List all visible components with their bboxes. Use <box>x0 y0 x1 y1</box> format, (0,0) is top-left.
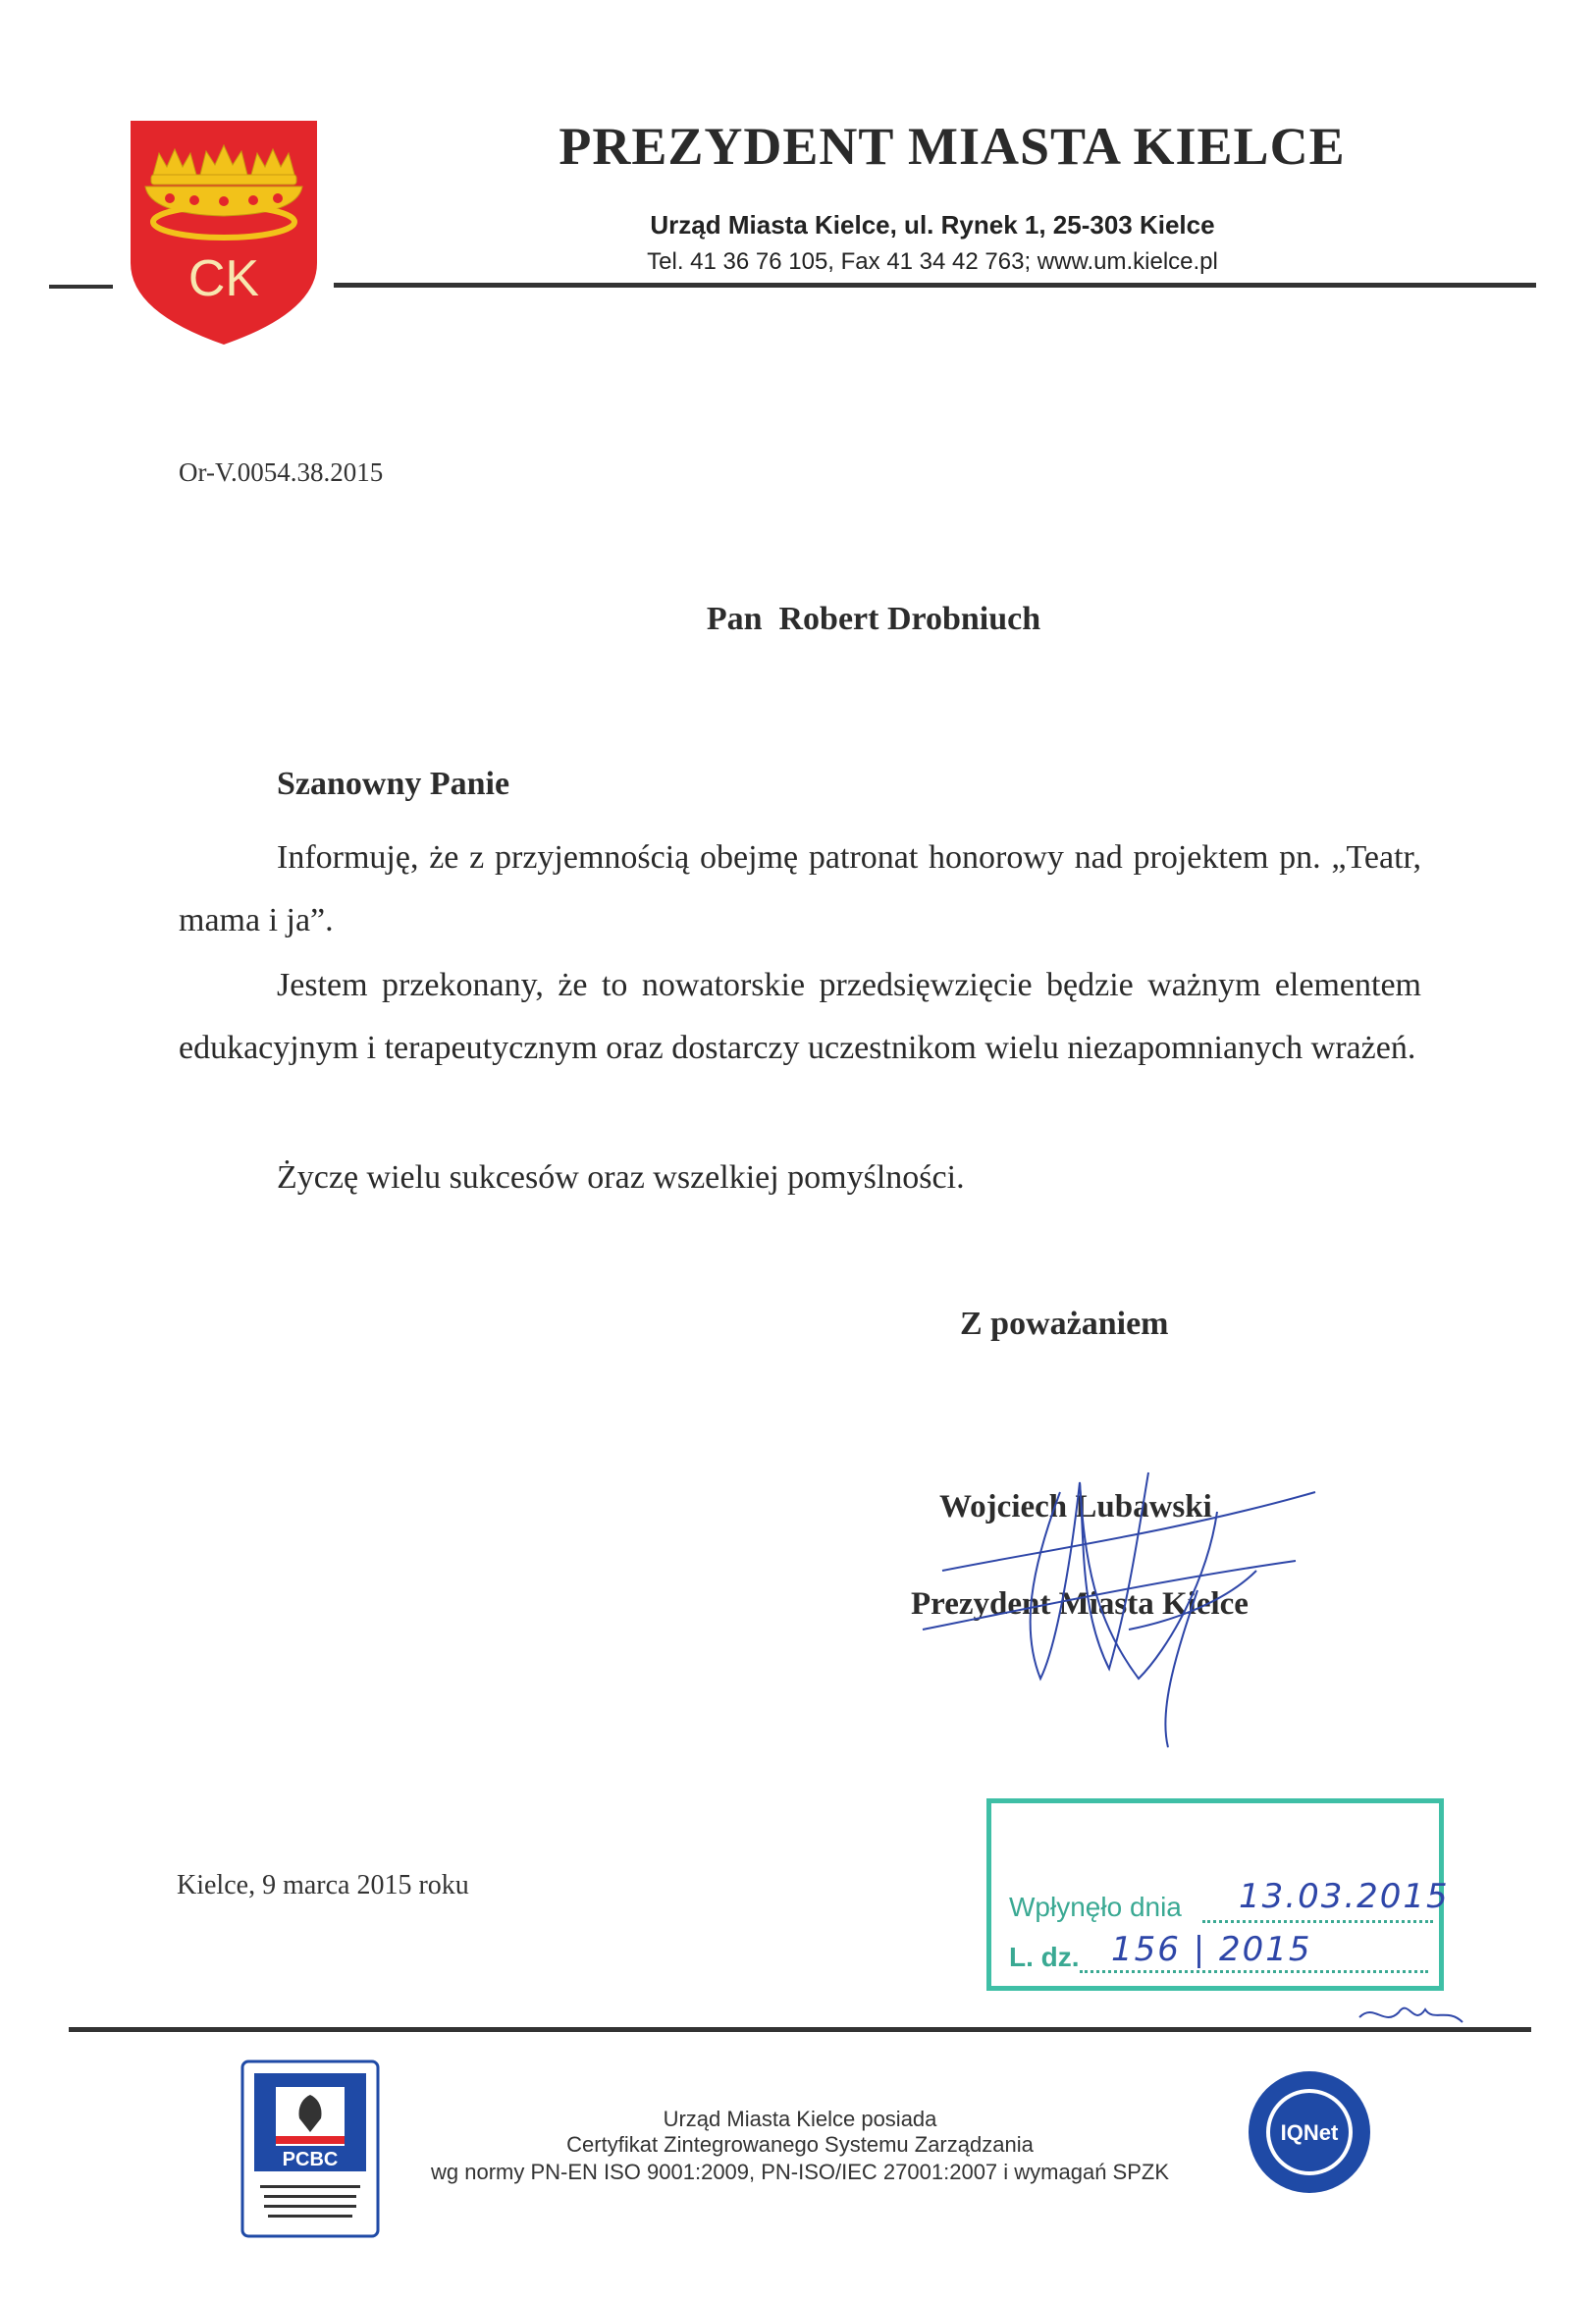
header-rule-left <box>49 285 113 289</box>
header-rule-right <box>334 283 1536 288</box>
stamp-dotted-line-1 <box>1202 1920 1433 1923</box>
closing: Z poważaniem <box>960 1306 1169 1342</box>
svg-text:IQNet: IQNet <box>1280 2120 1339 2145</box>
footer-rule <box>69 2027 1531 2032</box>
paragraph-2-text: Jestem przekonany, że to nowatorskie przedsięwzięcie będzie ważnym elementem edukacyjnym i terapeutycznym oraz dostarczy uczestnikom wielu niezapomnianych wrażeń. <box>179 967 1421 1066</box>
pcbc-certification-logo <box>240 2059 380 2238</box>
footer-line-2: Certyfikat Zintegrowanego Systemu Zarządzania <box>566 2132 1034 2157</box>
stamp-ldz-label: L. dz. <box>1009 1942 1080 1972</box>
iqnet-certification-logo <box>1247 2069 1372 2195</box>
letter-date: Kielce, 9 marca 2015 roku <box>177 1870 469 1900</box>
stamp-received-date: 13.03.2015 <box>1239 1877 1450 1916</box>
stamp-dotted-line-2 <box>1080 1970 1428 1973</box>
paragraph-2 <box>179 954 1421 1080</box>
paragraph-3 <box>179 1147 1421 1209</box>
svg-text:CK: CK <box>187 250 260 307</box>
signer-title: Prezydent Miasta Kielce <box>911 1586 1249 1622</box>
svg-text:PCBC: PCBC <box>282 2149 339 2170</box>
handwritten-signature <box>883 1453 1335 1767</box>
addressee: Pan Robert Drobniuch <box>706 601 1041 637</box>
stamp-ldz-number: 156 | 2015 <box>1111 1930 1312 1969</box>
paragraph-1-text: Informuję, że z przyjemnością obejmę patronat honorowy nad projektem pn. „Teatr, mama i ja”. <box>179 839 1421 938</box>
salutation: Szanowny Panie <box>277 766 510 802</box>
stamp-received-label: Wpłynęło dnia <box>1009 1892 1182 1922</box>
paragraph-3-text: Życzę wielu sukcesów oraz wszelkiej pomyślności. <box>277 1159 965 1196</box>
footer-line-1: Urząd Miasta Kielce posiada <box>663 2107 937 2131</box>
header-address: Urząd Miasta Kielce, ul. Rynek 1, 25-303 Kielce <box>650 210 1215 240</box>
footer-line-3: wg normy PN-EN ISO 9001:2009, PN-ISO/IEC 27001:2007 i wymagań SPZK <box>430 2160 1170 2184</box>
kielce-crest-logo <box>126 116 322 349</box>
header-title: PREZYDENT MIASTA KIELCE <box>559 117 1346 176</box>
reference-number: Or-V.0054.38.2015 <box>179 457 384 487</box>
header-contact: Tel. 41 36 76 105, Fax 41 34 42 763; www.um.kielce.pl <box>647 248 1218 275</box>
signer-name: Wojciech Lubawski <box>939 1489 1212 1524</box>
paragraph-1 <box>179 827 1421 952</box>
